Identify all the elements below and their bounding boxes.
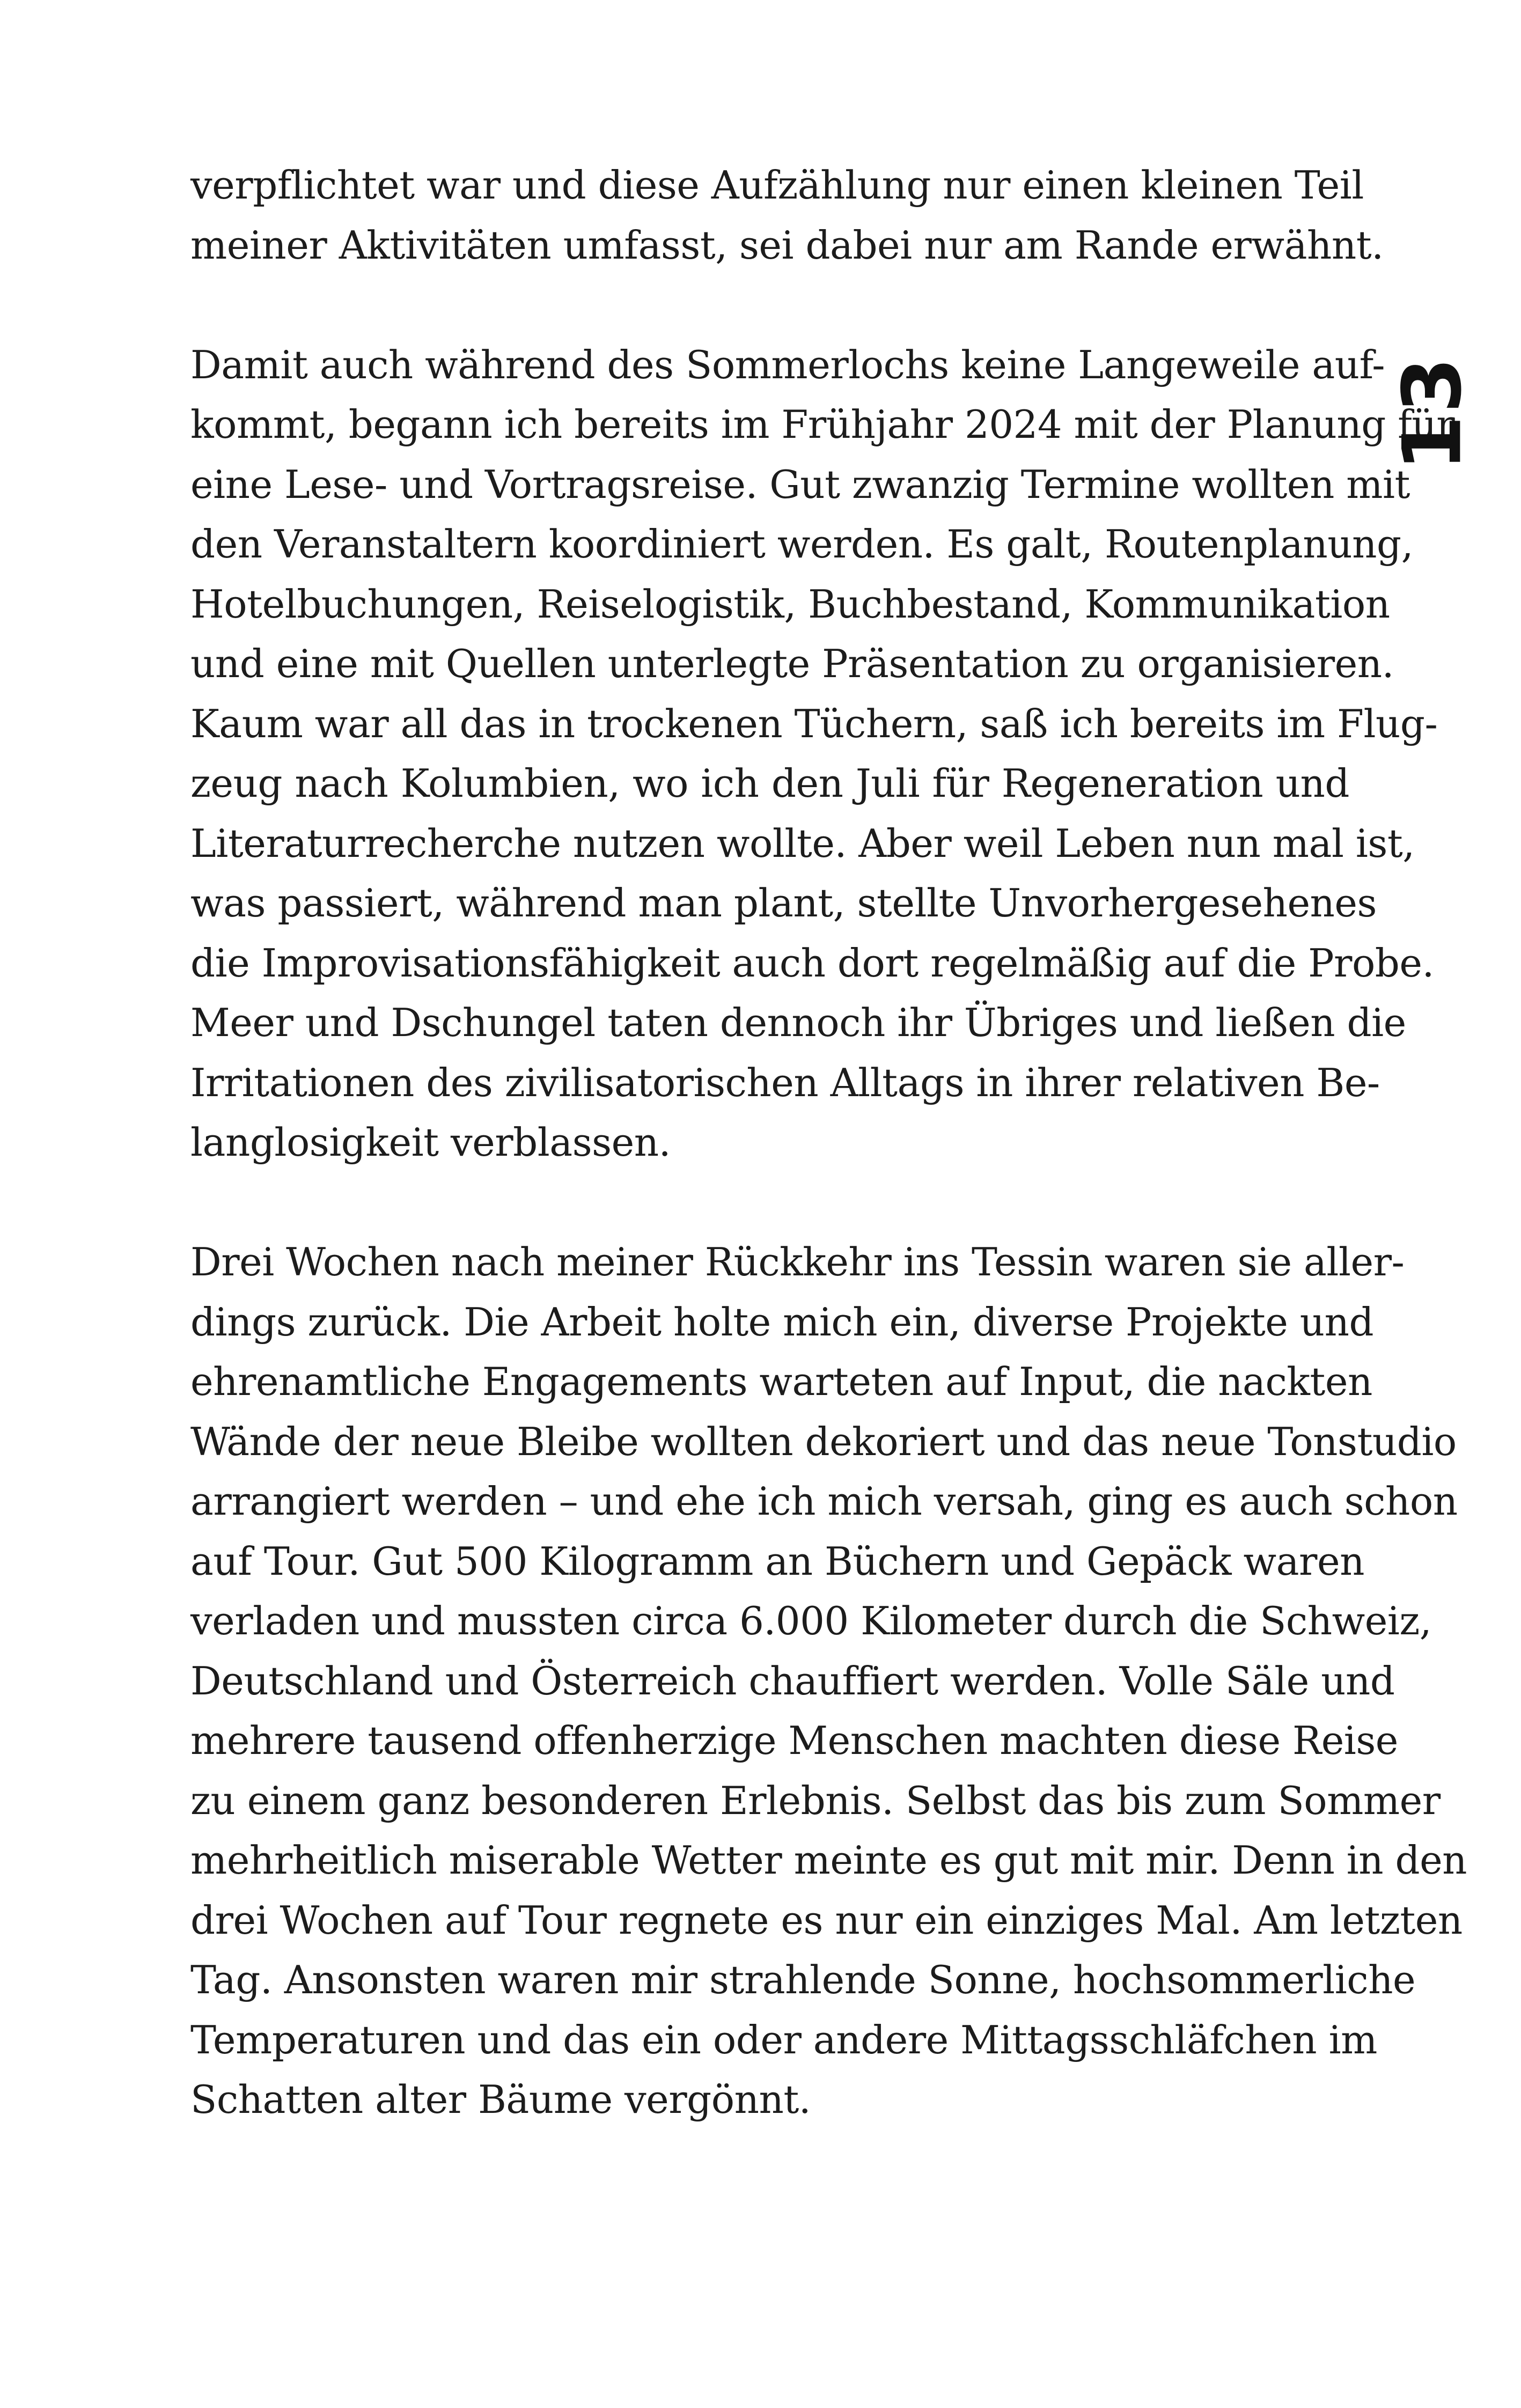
text-line: Meer und Dschungel taten dennoch ihr Übriges und ließen die [190,1000,1406,1045]
text-line: eine Lese- und Vortragsreise. Gut zwanzig Termine wollten mit [190,461,1410,507]
text-line: Wände der neue Bleibe wollten dekoriert und das neue Tonstudio [190,1419,1457,1464]
page-number-label: 13 [1386,355,1479,472]
text-line: Deutschland und Österreich chauffiert werden. Volle Säle und [190,1658,1395,1704]
text-line: und eine mit Quellen unterlegte Präsentation zu organisieren. [190,641,1394,686]
text-line: Kaum war all das in trockenen Tüchern, saß ich bereits im Flug- [190,701,1438,746]
text-line: ehrenamtliche Engagements warteten auf Input, die nackten [190,1359,1372,1404]
text-line: zu einem ganz besonderen Erlebnis. Selbst das bis zum Sommer [190,1778,1441,1823]
text-line: kommt, begann ich bereits im Frühjahr 2024 mit der Planung für [190,402,1455,447]
text-line: verladen und mussten circa 6.000 Kilometer durch die Schweiz, [190,1598,1432,1643]
text-line: mehrheitlich miserable Wetter meinte es gut mit mir. Denn in den [190,1838,1467,1883]
text-line: was passiert, während man plant, stellte Unvorhergesehenes [190,880,1377,926]
text-line: mehrere tausend offenherzige Menschen machten diese Reise [190,1718,1398,1763]
text-line: Drei Wochen nach meiner Rückkehr ins Tessin waren sie aller- [190,1239,1405,1284]
text-line: die Improvisationsfähigkeit auch dort regelmäßig auf die Probe. [190,940,1434,986]
text-line: arrangiert werden – und ehe ich mich versah, ging es auch schon [190,1479,1458,1524]
text-line: Tag. Ansonsten waren mir strahlende Sonne, hochsommerliche [190,1957,1416,2002]
text-line: Irritationen des zivilisatorischen Alltags in ihrer relativen Be- [190,1060,1380,1105]
text-line: Hotelbuchungen, Reiselogistik, Buchbestand, Kommunikation [190,581,1390,627]
text-line: dings zurück. Die Arbeit holte mich ein, diverse Projekte und [190,1299,1374,1345]
paragraph-1 [190,156,1384,275]
text-line: auf Tour. Gut 500 Kilogramm an Büchern und Gepäck waren [190,1538,1364,1584]
text-line: meiner Aktivitäten umfasst, sei dabei nur am Rande erwähnt. [190,222,1384,268]
text-line: drei Wochen auf Tour regnete es nur ein einziges Mal. Am letzten [190,1897,1463,1943]
text-line: Schatten alter Bäume vergönnt. [190,2077,811,2122]
text-line: Temperaturen und das ein oder andere Mittagsschläfchen im [190,2017,1377,2062]
text-line: Damit auch während des Sommerlochs keine Langeweile auf- [190,342,1385,387]
page-number [1386,343,1479,483]
text-line: langlosigkeit verblassen. [190,1120,671,1165]
text-line: Literaturrecherche nutzen wollte. Aber weil Leben nun mal ist, [190,820,1415,866]
text-line: verpflichtet war und diese Aufzählung nur einen kleinen Teil [190,163,1364,208]
text-line: zeug nach Kolumbien, wo ich den Juli für Regeneration und [190,761,1349,806]
text-line: den Veranstaltern koordiniert werden. Es galt, Routenplanung, [190,522,1413,567]
paragraph-3 [190,1232,1467,2130]
